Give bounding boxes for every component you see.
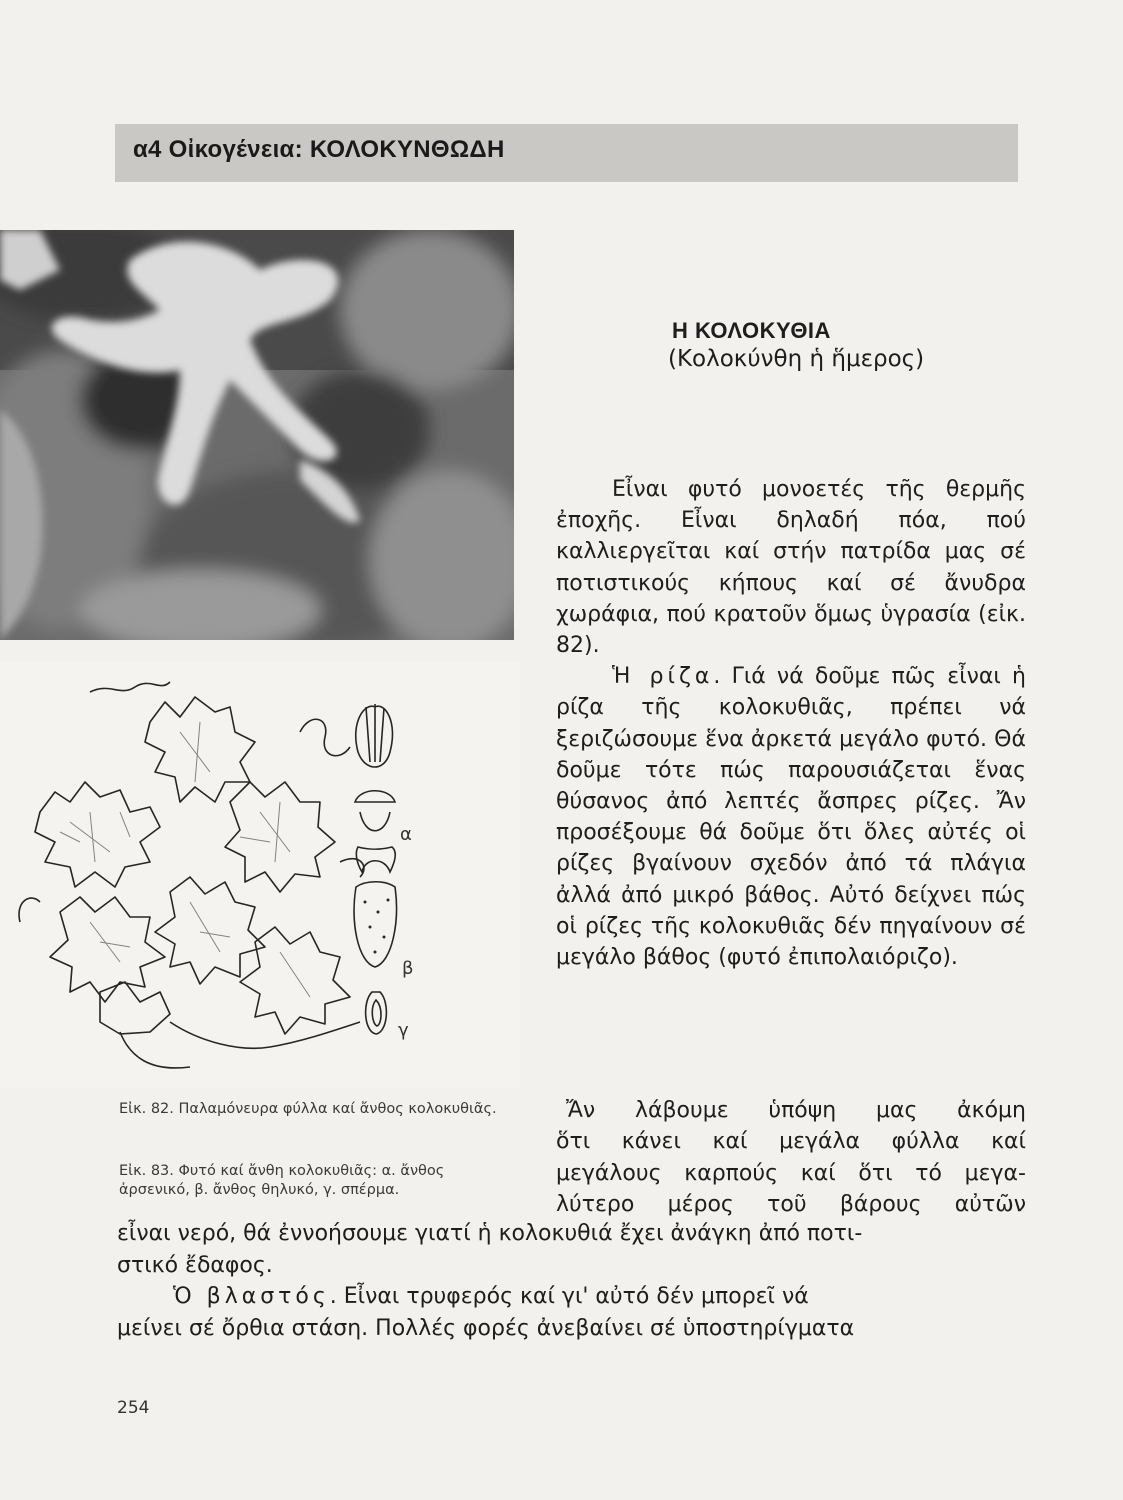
article-subtitle: (Κολοκύνθη ἡ ἥμερος) — [668, 346, 925, 372]
paragraph-intro: Εἶναι φυτό μονοετές τῆς θερμῆς ἐποχῆς. Εἶναι δηλαδή πόα, πού καλλιεργεῖται καί στήν πατρίδα μας σέ ποτιστικούς κήπους καί σέ ἄνυδρα χωράφια, πού κρατοῦν ὅμως ὑγρασία (εἰκ. 82). — [556, 477, 1026, 659]
page-number: 254 — [117, 1398, 150, 1418]
text-line: μείνει σέ ὄρθια στάση. Πολλές φορές ἀνεβαίνει σέ ὑποστηρίγματα — [117, 1315, 855, 1341]
full-width-text — [117, 1218, 1027, 1344]
text-line: εἶναι νερό, θά ἐννοήσουμε γιατί ἡ κολοκυθιά ἔχει ἀνάγκη ἀπό ποτι- — [117, 1221, 863, 1246]
text-line: λύτερο μέρος τοῦ βάρους αὐτῶν — [556, 1192, 1026, 1218]
section-title: α4 Οἰκογένεια: ΚΟΛΟΚΥΝΘΩΔΗ — [133, 136, 505, 163]
paragraph-water-narrow — [556, 1095, 1026, 1221]
paragraph-root — [556, 661, 1026, 973]
stem-text: . Εἶναι τρυφερός καί γι' αὐτό δέν μπορεῖ νά — [329, 1284, 809, 1309]
text-line: ὅτι κάνει καί μεγάλα φύλλα καί — [556, 1129, 1026, 1155]
root-text: . Γιά νά δοῦμε πῶς εἶναι ἡ ρίζα τῆς κολοκυθιᾶς, πρέπει νά ξεριζώσουμε ἕνα ἀρκετά μεγάλο φυτό. Θά δοῦμε τότε πώς παρουσιάζεται ἕνας θύσανος ἀπό λεπτές ἄσπρες ρίζες. Ἄν προσέξουμε θά δοῦμε ὅτι ὅλες αὐτές οἱ ρίζες βγαίνουν σχεδόν ἀπό τά πλάγια ἀλλά ἀπό μικρό βάθος. Αὐτό δείχνει πώς οἱ ρίζες τῆς κολοκυθιᾶς δέν πηγαίνουν σέ μεγάλο βάθος (φυτό ἐπιπολαιόριζο). — [556, 664, 1026, 971]
label-c: γ — [398, 1020, 409, 1041]
caption-fig-83: Εἰκ. 83. Φυτό καί ἄνθη κολοκυθιᾶς: α. ἄνθος ἀρσενικό, β. ἄνθος θηλυκό, γ. σπέρμα. — [119, 1163, 445, 1198]
caption-fig-82: Εἰκ. 82. Παλαμόνευρα φύλλα καί ἄνθος κολοκυθιᾶς. — [119, 1101, 497, 1117]
pumpkin-flower-photo — [0, 230, 514, 640]
label-b: β — [402, 958, 414, 979]
root-lead: Ἡ ρίζα — [612, 664, 714, 690]
label-a: α — [400, 824, 412, 845]
paragraph-stem — [117, 1281, 1027, 1313]
body-column — [556, 474, 1026, 973]
stem-lead: Ὁ βλαστός — [173, 1284, 330, 1309]
text-line: Ἄν λάβουμε ὑπόψη μας ἀκόμη — [566, 1098, 1026, 1123]
text-line: μεγάλους καρπούς καί ὅτι τό μεγα- — [556, 1160, 1026, 1186]
pumpkin-plant-drawing — [0, 662, 520, 1087]
text-line: στικό ἔδαφος. — [117, 1252, 273, 1278]
section-header-band — [115, 124, 1018, 182]
article-title: Η ΚΟΛΟΚΥΘΙΑ — [672, 318, 831, 343]
